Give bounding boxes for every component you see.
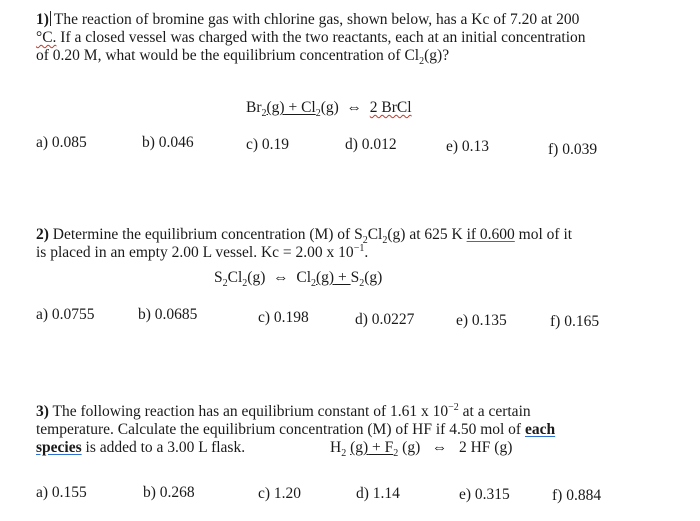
subscript: 2 [242, 278, 248, 290]
question-3-text: at a certain [458, 403, 531, 420]
question-2-text: mol of it [514, 226, 573, 243]
answer-option[interactable]: f) 0.039 [548, 141, 598, 158]
eq-term: S [214, 269, 223, 286]
question-2 [36, 226, 676, 262]
answer-option[interactable]: b) 0.0685 [138, 306, 198, 323]
answer-option[interactable]: e) 0.315 [459, 486, 510, 503]
eq-term: Cl [227, 269, 243, 286]
answer-option[interactable]: a) 0.155 [36, 484, 87, 501]
eq-state: (g) [398, 439, 421, 456]
subscript: 2 [315, 108, 321, 120]
eq-state: (g) [350, 439, 369, 456]
answer-option[interactable]: d) 1.14 [356, 485, 400, 502]
question-1-equation [246, 99, 412, 120]
question-1-line-2 [36, 29, 676, 47]
subscript: 2 [341, 448, 347, 460]
superscript: −2 [448, 401, 459, 413]
eq-plus: + [334, 269, 351, 286]
answer-option[interactable]: c) 0.19 [246, 136, 290, 153]
answer-option[interactable]: d) 0.012 [345, 136, 397, 153]
underlined-phrase: if 0.600 [466, 226, 515, 243]
eq-state: (g) [266, 99, 285, 116]
question-2-number: 2) [36, 226, 49, 243]
subscript: 2 [419, 56, 425, 68]
eq-term: Cl [296, 269, 312, 286]
question-3-text: temperature. Calculate the equilibrium concentration (M) of HF if 4.50 mol of [36, 421, 525, 438]
eq-term: S [350, 269, 360, 286]
eq-product: 2 BrCl [369, 99, 412, 116]
emphasized-word: species [36, 439, 82, 456]
question-1-number: 1) [36, 11, 49, 28]
answer-option[interactable]: c) 0.198 [258, 309, 309, 326]
text-cursor [50, 11, 51, 26]
answer-option[interactable]: c) 1.20 [258, 485, 302, 502]
question-2-line-1 [36, 226, 676, 247]
eq-state: (g) [364, 269, 383, 286]
question-3-text: The following reaction has an equilibrium constant of 1.61 x 10 [52, 403, 449, 420]
eq-state: (g) [247, 269, 266, 286]
question-3-line-2 [36, 421, 676, 439]
subscript: 2 [382, 235, 388, 247]
eq-product: 2 HF (g) [458, 439, 513, 456]
subscript: 2 [261, 108, 267, 120]
question-3-number: 3) [36, 403, 49, 420]
question-2-text: (g) at 625 K [387, 226, 467, 243]
superscript: −1 [353, 242, 365, 254]
question-2-text: . [364, 244, 369, 261]
answer-option[interactable]: e) 0.13 [446, 138, 490, 155]
eq-term: + F [368, 439, 394, 456]
answer-option[interactable]: f) 0.884 [552, 487, 602, 504]
question-2-line-2 [36, 244, 676, 262]
question-1-line-3 [36, 47, 676, 68]
subscript: 2 [222, 278, 228, 290]
answer-option[interactable]: e) 0.135 [456, 312, 507, 329]
subscript: 2 [359, 278, 365, 290]
question-2-equation [214, 269, 383, 290]
answer-option[interactable]: f) 0.165 [550, 313, 600, 330]
eq-term: Br [246, 99, 262, 116]
question-1-line-1 [36, 11, 676, 29]
emphasized-word: each [524, 421, 556, 438]
question-1 [36, 11, 676, 68]
question-3-equation [330, 439, 513, 460]
equilibrium-arrow-icon: ⇔ [346, 99, 363, 116]
answer-option[interactable]: b) 0.268 [143, 484, 195, 501]
eq-state: (g) [316, 269, 335, 286]
question-1-text-a: The reaction of bromine gas with chlorine gas, shown below, has a Kc of 7.20 at 200 [53, 11, 580, 28]
question-3-text: is added to a 3.00 L flask. [81, 439, 246, 456]
question-3-line-1 [36, 403, 676, 421]
answer-option[interactable]: a) 0.0755 [36, 306, 95, 323]
question-2-text: Determine the equilibrium concentration (M) of S [52, 226, 363, 243]
equilibrium-arrow-icon: ⇔ [431, 439, 448, 456]
eq-state: (g) [320, 99, 339, 116]
equilibrium-arrow-icon: ⇔ [273, 269, 289, 286]
eq-term: H [330, 439, 342, 456]
subscript: 2 [311, 278, 317, 290]
spellcheck-mark: °C. [36, 29, 57, 46]
answer-option[interactable]: b) 0.046 [142, 134, 194, 151]
subscript: 2 [362, 235, 368, 247]
question-2-text: Cl [367, 226, 383, 243]
answer-option[interactable]: d) 0.0227 [355, 311, 415, 328]
question-2-text: is placed in an empty 2.00 L vessel. Kc = 2.00 x 10 [36, 244, 354, 261]
question-1-text-c: of 0.20 M, what would be the equilibrium concentration of Cl [36, 47, 420, 64]
answer-option[interactable]: a) 0.085 [36, 134, 87, 151]
question-1-text-c-end: (g)? [424, 47, 450, 64]
subscript: 2 [393, 448, 399, 460]
question-1-text-b: If a closed vessel was charged with the two reactants, each at an initial concentration [56, 29, 586, 46]
eq-term: + Cl [284, 99, 316, 116]
